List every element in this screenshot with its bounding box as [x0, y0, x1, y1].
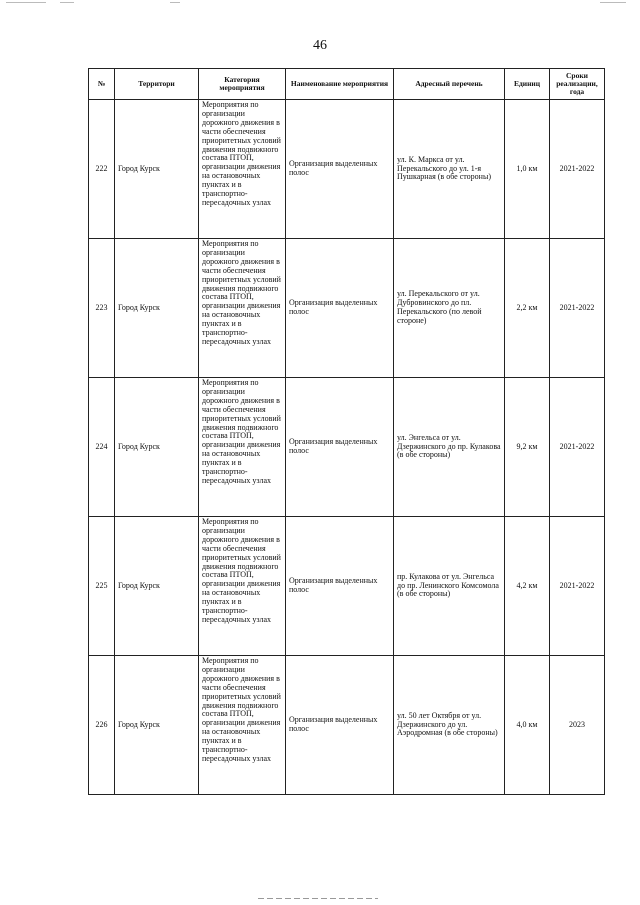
page-number: 46	[313, 38, 327, 53]
row-unit: 1,0 км	[505, 100, 550, 239]
row-territory: Город Курск	[115, 517, 199, 656]
row-number: 226	[89, 656, 115, 795]
row-address: пр. Кулакова от ул. Энгельса до пр. Ленинского Комсомола (в обе стороны)	[394, 517, 505, 656]
table-row	[89, 517, 605, 656]
row-category: Мероприятия по организации дорожного движения в части обеспечения приоритетных условий движения подвижного состава ПТОП, организации движения на остановочных пунктах и в транспортно-пересадочных узлах	[199, 378, 286, 517]
row-territory: Город Курск	[115, 378, 199, 517]
row-category: Мероприятия по организации дорожного движения в части обеспечения приоритетных условий движения подвижного состава ПТОП, организации движения на остановочных пунктах и в транспортно-пересадочных узлах	[199, 239, 286, 378]
row-measure-name: Организация выделенных полос	[286, 100, 394, 239]
row-measure-name: Организация выделенных полос	[286, 517, 394, 656]
table-row	[89, 239, 605, 378]
row-measure-name: Организация выделенных полос	[286, 239, 394, 378]
row-years: 2021-2022	[550, 100, 605, 239]
header-years: Сроки реализации, года	[550, 69, 605, 100]
header-category: Категория мероприятия	[199, 69, 286, 100]
row-years: 2021-2022	[550, 378, 605, 517]
header-number: №	[89, 69, 115, 100]
row-address: ул. 50 лет Октября от ул. Дзержинского до ул. Аэродромная (в обе стороны)	[394, 656, 505, 795]
header-address-list: Адресный перечень	[394, 69, 505, 100]
measures-table	[88, 68, 605, 795]
row-address: ул. К. Маркса от ул. Перекальского до ул. 1-я Пушкарная (в обе стороны)	[394, 100, 505, 239]
row-number: 224	[89, 378, 115, 517]
header-unit: Единиц	[505, 69, 550, 100]
table-header-row	[89, 69, 605, 100]
row-territory: Город Курск	[115, 656, 199, 795]
table-row	[89, 378, 605, 517]
row-address: ул. Энгельса от ул. Дзержинского до пр. Кулакова (в обе стороны)	[394, 378, 505, 517]
row-years: 2021-2022	[550, 239, 605, 378]
row-measure-name: Организация выделенных полос	[286, 656, 394, 795]
row-category: Мероприятия по организации дорожного движения в части обеспечения приоритетных условий движения подвижного состава ПТОП, организации движения на остановочных пунктах и в транспортно-пересадочных узлах	[199, 656, 286, 795]
row-address: ул. Перекальского от ул. Дубровинского до пл. Перекальского (по левой стороне)	[394, 239, 505, 378]
scan-top-edge	[0, 0, 640, 6]
header-measure-name: Наименование мероприятия	[286, 69, 394, 100]
row-number: 222	[89, 100, 115, 239]
row-unit: 9,2 км	[505, 378, 550, 517]
row-years: 2021-2022	[550, 517, 605, 656]
row-unit: 2,2 км	[505, 239, 550, 378]
row-measure-name: Организация выделенных полос	[286, 378, 394, 517]
row-territory: Город Курск	[115, 100, 199, 239]
row-category: Мероприятия по организации дорожного движения в части обеспечения приоритетных условий движения подвижного состава ПТОП, организации движения на остановочных пунктах и в транспортно-пересадочных узлах	[199, 517, 286, 656]
row-unit: 4,2 км	[505, 517, 550, 656]
row-number: 225	[89, 517, 115, 656]
table-row	[89, 656, 605, 795]
table-row	[89, 100, 605, 239]
header-territory: Территори	[115, 69, 199, 100]
row-category: Мероприятия по организации дорожного движения в части обеспечения приоритетных условий движения подвижного состава ПТОП, организации движения на остановочных пунктах и в транспортно-пересадочных узлах	[199, 100, 286, 239]
row-unit: 4,0 км	[505, 656, 550, 795]
row-territory: Город Курск	[115, 239, 199, 378]
row-number: 223	[89, 239, 115, 378]
scan-bottom-edge	[258, 898, 378, 899]
row-years: 2023	[550, 656, 605, 795]
